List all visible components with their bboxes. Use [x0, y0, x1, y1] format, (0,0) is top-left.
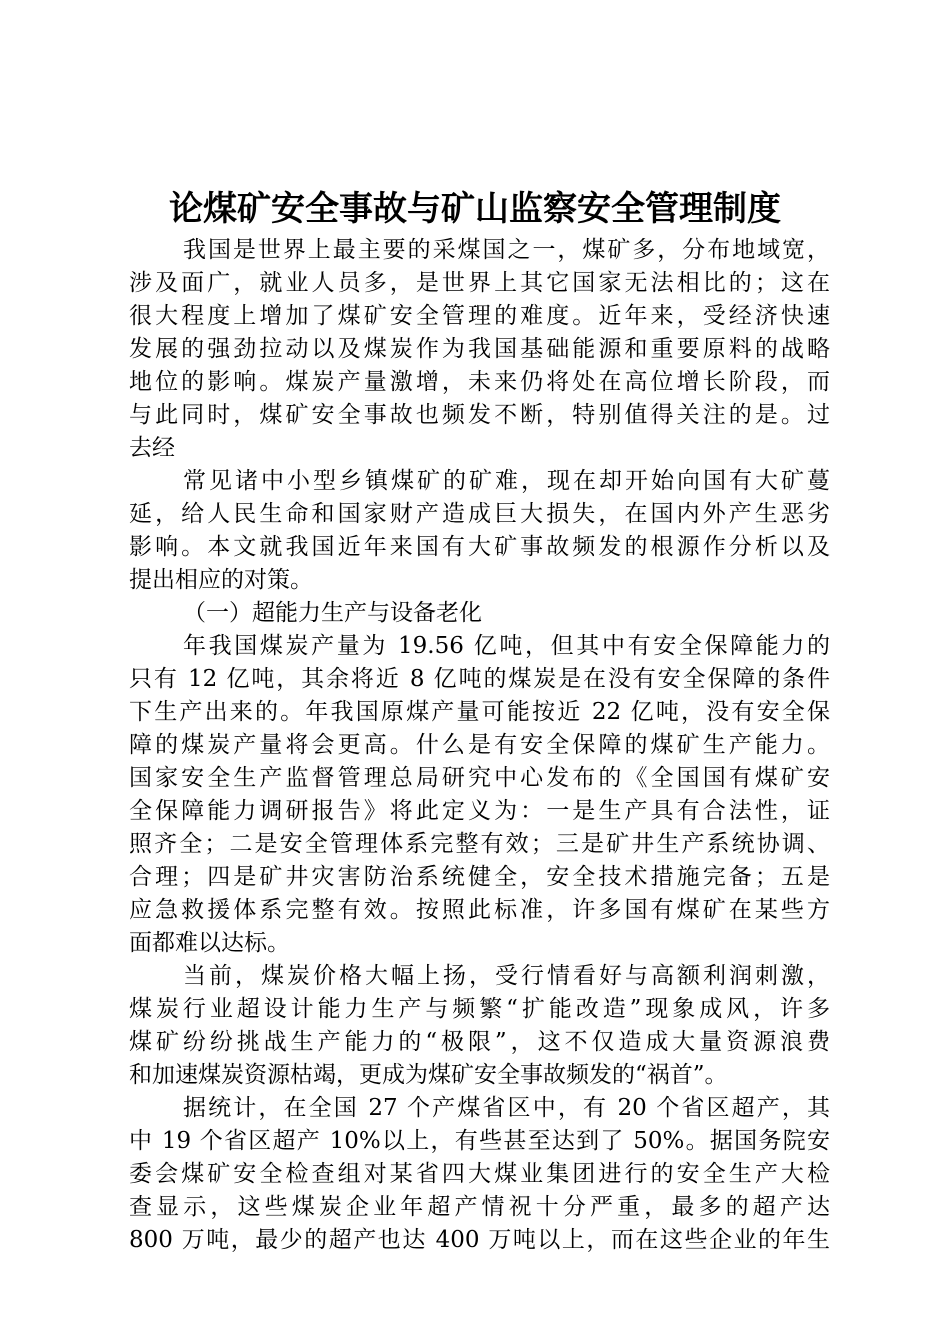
text-line: 煤矿纷纷挑战生产能力的“极限”，这不仅造成大量资源浪费 [129, 1029, 830, 1055]
text-line: 查显示，这些煤炭企业年超产情祝十分严重，最多的超产达 [129, 1194, 830, 1220]
text-line: 很大程度上增加了煤矿安全管理的难度。近年来，受经济快速 [129, 303, 830, 329]
text-line: 国家安全生产监督管理总局研究中心发布的《全国国有煤矿安 [129, 765, 830, 791]
text-line: 与此同时，煤矿安全事故也频发不断，特别值得关注的是。过 [129, 402, 830, 428]
text-line: 去经 [129, 435, 175, 461]
text-line: 延，给人民生命和国家财产造成巨大损失，在国内外产生恶劣 [129, 501, 830, 527]
text-line: 下生产出来的。年我国原煤产量可能按近 22 亿吨，没有安全保 [129, 699, 830, 725]
text-line: 年我国煤炭产量为 19.56 亿吨，但其中有安全保障能力的 [183, 633, 830, 659]
text-line: 全保障能力调研报告》将此定义为：一是生产具有合法性，证 [129, 798, 830, 824]
document-body [129, 234, 830, 1257]
paragraph [129, 465, 830, 597]
text-line: 常见诸中小型乡镇煤矿的矿难，现在却开始向国有大矿蔓 [183, 468, 830, 494]
text-line: 涉及面广，就业人员多，是世界上其它国家无法相比的；这在 [129, 270, 830, 296]
text-line: 800 万吨，最少的超产也达 400 万吨以上，而在这些企业的年生 [129, 1227, 830, 1253]
heading-line: （一）超能力生产与设备老化 [183, 600, 482, 626]
text-line: 我国是世界上最主要的采煤国之一，煤矿多，分布地域宽， [183, 237, 830, 263]
text-line: 应急救援体系完整有效。按照此标准，许多国有煤矿在某些方 [129, 897, 830, 923]
text-line: 煤炭行业超设计能力生产与频繁“扩能改造”现象成风，许多 [129, 996, 830, 1022]
text-line: 障的煤炭产量将会更高。什么是有安全保障的煤矿生产能力。 [129, 732, 830, 758]
text-line: 只有 12 亿吨，其余将近 8 亿吨的煤炭是在没有安全保障的条件 [129, 666, 830, 692]
document-title: 论煤矿安全事故与矿山监察安全管理制度 [169, 189, 781, 229]
text-line: 影响。本文就我国近年来国有大矿事故频发的根源作分析以及 [129, 534, 830, 560]
paragraph [129, 234, 830, 465]
text-line: 和加速煤炭资源枯竭，更成为煤矿安全事故频发的“祸首”。 [129, 1062, 728, 1088]
paragraph [129, 960, 830, 1092]
paragraph [129, 630, 830, 960]
text-line: 提出相应的对策。 [129, 567, 313, 593]
text-line: 据统计，在全国 27 个产煤省区中，有 20 个省区超产，其 [183, 1095, 830, 1121]
text-line: 面都难以达标。 [129, 930, 290, 956]
section-heading [129, 597, 830, 630]
text-line: 合理；四是矿井灾害防治系统健全，安全技术措施完备；五是 [129, 864, 830, 890]
text-line: 委会煤矿安全检查组对某省四大煤业集团进行的安全生产大检 [129, 1161, 830, 1187]
text-line: 当前，煤炭价格大幅上扬，受行情看好与高额利润刺激， [183, 963, 830, 989]
text-line: 地位的影响。煤炭产量激增，未来仍将处在高位增长阶段，而 [129, 369, 830, 395]
text-line: 照齐全；二是安全管理体系完整有效；三是矿井生产系统协调、 [129, 831, 830, 857]
text-line: 发展的强劲拉动以及煤炭作为我国基础能源和重要原料的战略 [129, 336, 830, 362]
text-line: 中 19 个省区超产 10%以上，有些甚至达到了 50%。据国务院安 [129, 1128, 830, 1154]
paragraph [129, 1092, 830, 1257]
